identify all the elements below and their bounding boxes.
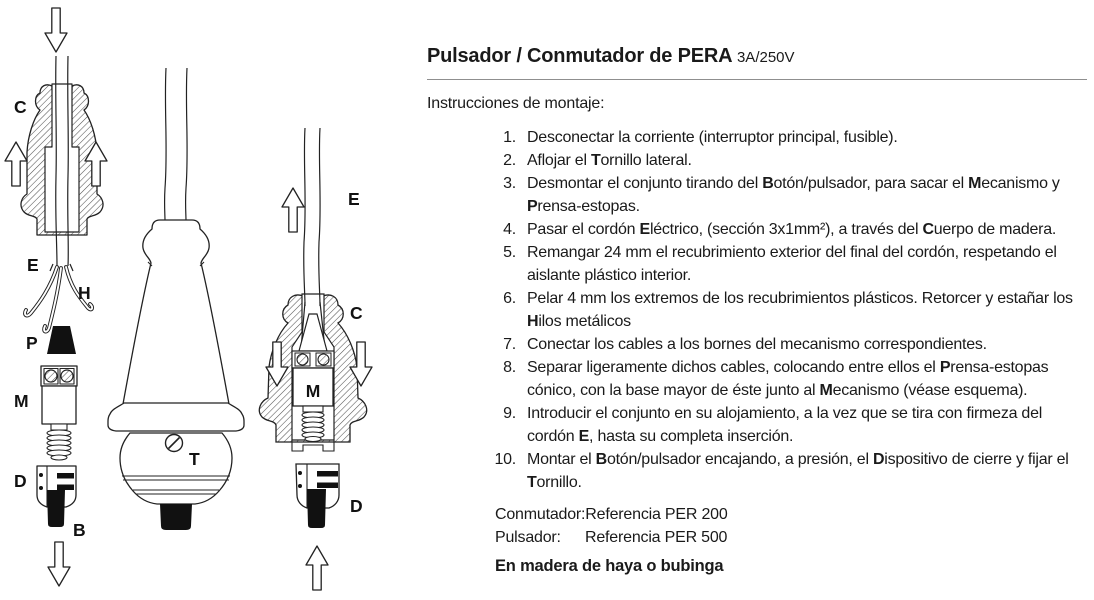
instruction-number: 9. [503, 405, 516, 422]
part-label-h: H [78, 283, 91, 303]
instruction-number: 10. [494, 451, 516, 468]
instruction-text: Montar el Botón/pulsador encajando, a presión, el Dispositivo de cierre y fijar el Tornillo. [527, 451, 1069, 491]
closure-device [296, 464, 339, 528]
reference-label: Conmutador: [495, 506, 586, 523]
instruction-item [427, 287, 1087, 333]
instruction-item [427, 333, 1087, 356]
part-label-m: M [305, 381, 321, 401]
instruction-item [427, 356, 1087, 402]
part-label-e: E [348, 189, 360, 209]
instruction-item [427, 149, 1087, 172]
instruction-text: Introducir el conjunto en su alojamiento, a la vez que se tira con firmeza del cordón E, hasta su completa inserción. [527, 405, 1043, 445]
body-flange [108, 403, 244, 431]
instruction-item [427, 448, 1087, 494]
push-button [47, 490, 65, 527]
instruction-item [427, 402, 1087, 448]
push-button [160, 504, 192, 530]
part-label-e: E [27, 255, 39, 275]
push-button [307, 489, 326, 528]
assembly-diagram [0, 0, 422, 600]
part-label-t: T [189, 449, 200, 469]
exploded-view-left [5, 8, 107, 586]
instruction-item [427, 172, 1087, 218]
instruction-item [427, 241, 1087, 287]
arrow-up-icon [282, 188, 304, 232]
arrow-down-icon [48, 542, 70, 586]
mechanism [41, 366, 77, 424]
reference-row [495, 526, 1087, 549]
part-label-p: P [26, 333, 38, 353]
wood-body [123, 220, 229, 404]
instruction-item [427, 126, 1087, 149]
page-title [427, 44, 1087, 70]
closure-device [37, 466, 76, 527]
instruction-number: 5. [503, 244, 516, 261]
lateral-screw [166, 435, 183, 452]
instruction-text: Separar ligeramente dichos cables, colocando entre ellos el Prensa-estopas cónico, con la base mayor de éste junto al Mecanismo (véase esquema). [527, 359, 1049, 399]
page-title-text: Pulsador / Conmutador de PERA [427, 45, 732, 67]
part-label-m: M [14, 391, 29, 411]
instruction-text: Conectar los cables a los bornes del mecanismo correspondientes. [527, 336, 987, 353]
rating-text: 3A/250V [736, 49, 795, 66]
instruction-number: 1. [503, 129, 516, 146]
reference-list [495, 503, 1087, 549]
instruction-item [427, 218, 1087, 241]
pear-switch-body [108, 68, 244, 530]
instruction-list [427, 126, 1087, 494]
instruction-text: Pelar 4 mm los extremos de los recubrimientos plásticos. Retorcer y estañar los Hilos metálicos [527, 290, 1073, 330]
threaded-stud [47, 424, 71, 460]
instruction-number: 8. [503, 359, 516, 376]
arrow-up-icon [306, 546, 328, 590]
part-label-c: C [14, 97, 27, 117]
part-label-b: B [73, 520, 86, 540]
section-subtitle: Instrucciones de montaje: [427, 95, 605, 112]
instruction-text: Pasar el cordón Eléctrico, (sección 3x1mm²), a través del Cuerpo de madera. [527, 221, 1057, 238]
instruction-number: 4. [503, 221, 516, 238]
instruction-text: Desmontar el conjunto tirando del Botón/pulsador, para sacar el Mecanismo y Prensa-estopas. [527, 175, 1060, 215]
instruction-sheet [427, 44, 1087, 576]
assembled-section-right [259, 128, 372, 590]
part-label-d: D [14, 471, 27, 491]
reference-value: Referencia PER 200 [585, 506, 728, 523]
instruction-text: Aflojar el Tornillo lateral. [527, 152, 692, 169]
arrow-down-icon [45, 8, 67, 52]
instruction-number: 7. [503, 336, 516, 353]
part-label-c: C [350, 303, 363, 323]
power-cord [165, 68, 188, 221]
instruction-number: 2. [503, 152, 516, 169]
reference-value: Referencia PER 500 [585, 529, 728, 546]
threaded-stud [302, 406, 324, 442]
reference-row [495, 503, 1087, 526]
instruction-text: Desconectar la corriente (interruptor principal, fusible). [527, 129, 898, 146]
material-note: En madera de haya o bubinga [495, 557, 724, 575]
instruction-number: 6. [503, 290, 516, 307]
instruction-number: 3. [503, 175, 516, 192]
part-label-d: D [350, 496, 363, 516]
arrow-up-icon [5, 142, 27, 186]
title-divider [427, 79, 1087, 80]
reference-label: Pulsador: [495, 529, 561, 546]
instruction-text: Remangar 24 mm el recubrimiento exterior del final del cordón, respetando el aislante plástico interior. [527, 244, 1057, 284]
cone-gland [47, 326, 76, 354]
